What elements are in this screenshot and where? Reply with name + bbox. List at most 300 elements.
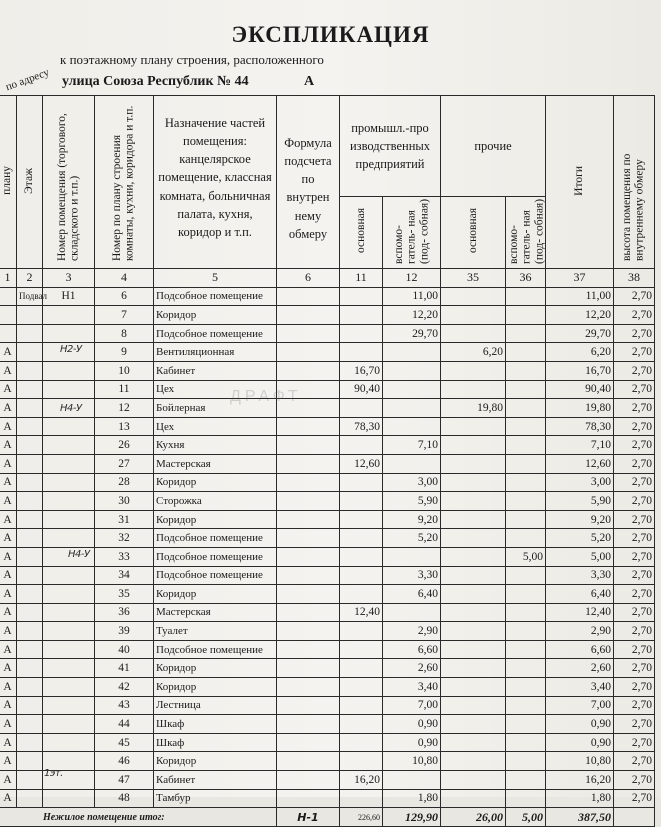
total-cell: 0,90 <box>546 733 614 752</box>
height-cell: 2,70 <box>614 454 655 473</box>
other-aux-cell <box>506 380 546 399</box>
plan-cell: А <box>0 678 17 697</box>
other-aux-cell <box>506 715 546 734</box>
other-aux-cell <box>506 324 546 343</box>
premises-number-cell <box>43 733 95 752</box>
plan-cell: А <box>0 715 17 734</box>
formula-cell <box>277 306 340 325</box>
purpose-cell: Коридор <box>154 678 277 697</box>
industrial-aux-cell <box>383 771 441 790</box>
formula-cell <box>277 510 340 529</box>
total-cell: 3,30 <box>546 566 614 585</box>
other-aux-cell <box>506 510 546 529</box>
floor-cell <box>17 659 43 678</box>
industrial-main-cell: 12,40 <box>340 603 383 622</box>
height-cell: 2,70 <box>614 715 655 734</box>
floor-cell <box>17 696 43 715</box>
floor-cell <box>17 324 43 343</box>
height-cell: 2,70 <box>614 603 655 622</box>
handwritten-note: Н4-У <box>68 549 90 560</box>
room-number-cell: 9 <box>95 343 154 362</box>
col-header-industrial-main: основная <box>340 197 383 269</box>
purpose-cell: Мастерская <box>154 454 277 473</box>
plan-cell: А <box>0 380 17 399</box>
height-cell: 2,70 <box>614 696 655 715</box>
plan-cell: А <box>0 454 17 473</box>
other-aux-cell <box>506 696 546 715</box>
other-aux-cell: 5,00 <box>506 547 546 566</box>
industrial-main-cell: 90,40 <box>340 380 383 399</box>
other-main-cell <box>441 380 506 399</box>
floor-cell <box>17 510 43 529</box>
address: улица Союза Республик № 44 <box>62 74 249 89</box>
purpose-cell: Подсобное помещение <box>154 547 277 566</box>
height-cell: 2,70 <box>614 417 655 436</box>
floor-cell <box>17 603 43 622</box>
other-main-cell <box>441 622 506 641</box>
column-number-cell: 5 <box>154 269 277 288</box>
plan-cell: А <box>0 640 17 659</box>
col-header-other-aux: вспомо- гатель- ная (под- собная) <box>506 197 546 269</box>
col-header-floor: Этаж <box>17 96 43 269</box>
address-label: по адресу <box>4 66 51 94</box>
document-subtitle: к поэтажному плану строения, расположенного <box>60 52 324 67</box>
purpose-cell: Кабинет <box>154 361 277 380</box>
total-cell: 3,00 <box>546 473 614 492</box>
industrial-main-cell <box>340 566 383 585</box>
premises-number-cell <box>43 510 95 529</box>
premises-number-cell <box>43 473 95 492</box>
industrial-aux-cell <box>383 343 441 362</box>
height-cell: 2,70 <box>614 306 655 325</box>
total-other-main: 26,00 <box>441 808 506 827</box>
other-main-cell <box>441 454 506 473</box>
purpose-cell: Мастерская <box>154 603 277 622</box>
other-main-cell <box>441 510 506 529</box>
floor-cell <box>17 752 43 771</box>
purpose-cell: Кухня <box>154 436 277 455</box>
purpose-cell: Коридор <box>154 752 277 771</box>
total-other-aux: 5,00 <box>506 808 546 827</box>
room-number-cell: 30 <box>95 492 154 511</box>
purpose-cell: Бойлерная <box>154 399 277 418</box>
room-number-cell: 8 <box>95 324 154 343</box>
other-main-cell <box>441 696 506 715</box>
other-main-cell <box>441 771 506 790</box>
total-cell: 7,00 <box>546 696 614 715</box>
watermark-text: ДРАФТ <box>230 388 302 405</box>
column-number-cell: 2 <box>17 269 43 288</box>
column-number-cell: 36 <box>506 269 546 288</box>
table-row <box>0 640 655 659</box>
room-number-cell: 27 <box>95 454 154 473</box>
industrial-main-cell <box>340 715 383 734</box>
plan-cell: А <box>0 603 17 622</box>
formula-cell <box>277 492 340 511</box>
floor-cell <box>17 566 43 585</box>
table-row <box>0 306 655 325</box>
industrial-main-cell <box>340 492 383 511</box>
formula-cell <box>277 436 340 455</box>
room-number-cell: 28 <box>95 473 154 492</box>
height-cell: 2,70 <box>614 678 655 697</box>
industrial-main-cell <box>340 696 383 715</box>
room-number-cell: 32 <box>95 529 154 548</box>
total-cell: 12,60 <box>546 454 614 473</box>
purpose-cell: Вентиляционная <box>154 343 277 362</box>
industrial-aux-cell: 3,40 <box>383 678 441 697</box>
plan-cell: А <box>0 492 17 511</box>
total-grand: 387,50 <box>546 808 614 827</box>
table-row <box>0 287 655 306</box>
height-cell: 2,70 <box>614 510 655 529</box>
height-cell: 2,70 <box>614 771 655 790</box>
premises-number-cell <box>43 380 95 399</box>
address-suffix: А <box>304 74 315 89</box>
other-aux-cell <box>506 492 546 511</box>
industrial-aux-cell: 2,60 <box>383 659 441 678</box>
formula-cell <box>277 566 340 585</box>
other-main-cell <box>441 287 506 306</box>
room-number-cell: 34 <box>95 566 154 585</box>
purpose-cell: Цех <box>154 380 277 399</box>
height-cell: 2,70 <box>614 399 655 418</box>
floor-cell <box>17 622 43 641</box>
industrial-main-cell <box>340 399 383 418</box>
column-number-cell: 4 <box>95 269 154 288</box>
purpose-cell: Подсобное помещение <box>154 324 277 343</box>
plan-cell: А <box>0 417 17 436</box>
table-row <box>0 417 655 436</box>
table-row <box>0 454 655 473</box>
premises-number-cell <box>43 696 95 715</box>
room-number-cell: 48 <box>95 789 154 808</box>
handwritten-note: Н4-У <box>60 403 82 414</box>
other-aux-cell <box>506 454 546 473</box>
other-aux-cell <box>506 789 546 808</box>
other-aux-cell <box>506 473 546 492</box>
industrial-aux-cell: 7,00 <box>383 696 441 715</box>
purpose-cell: Кабинет <box>154 771 277 790</box>
other-aux-cell <box>506 306 546 325</box>
purpose-cell: Коридор <box>154 510 277 529</box>
other-main-cell <box>441 678 506 697</box>
table-row <box>0 473 655 492</box>
other-main-cell <box>441 715 506 734</box>
other-aux-cell <box>506 678 546 697</box>
room-number-cell: 11 <box>95 380 154 399</box>
industrial-aux-cell <box>383 454 441 473</box>
floor-cell <box>17 789 43 808</box>
other-main-cell <box>441 492 506 511</box>
handwritten-note: 1эт. <box>44 768 63 779</box>
premises-number-cell <box>43 529 95 548</box>
purpose-cell: Сторожка <box>154 492 277 511</box>
room-number-cell: 39 <box>95 622 154 641</box>
plan-cell: А <box>0 585 17 604</box>
purpose-cell: Туалет <box>154 622 277 641</box>
plan-cell: А <box>0 529 17 548</box>
plan-cell: А <box>0 343 17 362</box>
room-number-cell: 10 <box>95 361 154 380</box>
purpose-cell: Цех <box>154 417 277 436</box>
industrial-main-cell <box>340 733 383 752</box>
industrial-aux-cell: 3,30 <box>383 566 441 585</box>
other-aux-cell <box>506 771 546 790</box>
column-number-cell: 6 <box>277 269 340 288</box>
col-header-formula: Формула подсчета по внутрен нему обмеру <box>277 96 340 269</box>
room-number-cell: 6 <box>95 287 154 306</box>
formula-cell <box>277 454 340 473</box>
room-number-cell: 46 <box>95 752 154 771</box>
industrial-main-cell <box>340 287 383 306</box>
height-cell: 2,70 <box>614 752 655 771</box>
floor-cell <box>17 380 43 399</box>
formula-cell <box>277 361 340 380</box>
total-cell: 5,20 <box>546 529 614 548</box>
document-title: ЭКСПЛИКАЦИЯ <box>231 22 430 47</box>
other-main-cell <box>441 417 506 436</box>
industrial-main-cell <box>340 789 383 808</box>
industrial-aux-cell: 29,70 <box>383 324 441 343</box>
total-cell: 1,80 <box>546 789 614 808</box>
plan-cell: А <box>0 399 17 418</box>
industrial-aux-cell: 12,20 <box>383 306 441 325</box>
room-number-cell: 36 <box>95 603 154 622</box>
other-main-cell <box>441 752 506 771</box>
other-main-cell: 6,20 <box>441 343 506 362</box>
table-row <box>0 361 655 380</box>
premises-number-cell <box>43 603 95 622</box>
formula-cell <box>277 696 340 715</box>
col-header-industrial-aux: вспомо- гатель- ная (под- собная) <box>383 197 441 269</box>
formula-cell <box>277 399 340 418</box>
table-row <box>0 324 655 343</box>
total-cell: 0,90 <box>546 715 614 734</box>
total-cell: 6,60 <box>546 640 614 659</box>
formula-cell <box>277 343 340 362</box>
room-number-cell: 42 <box>95 678 154 697</box>
total-cell: 16,20 <box>546 771 614 790</box>
plan-cell: А <box>0 696 17 715</box>
height-cell: 2,70 <box>614 287 655 306</box>
industrial-main-cell <box>340 510 383 529</box>
premises-number-cell <box>43 324 95 343</box>
table-row <box>0 343 655 362</box>
premises-number-cell <box>43 585 95 604</box>
other-aux-cell <box>506 343 546 362</box>
premises-number-cell <box>43 715 95 734</box>
room-number-cell: 12 <box>95 399 154 418</box>
purpose-cell: Коридор <box>154 659 277 678</box>
purpose-cell: Подсобное помещение <box>154 287 277 306</box>
other-aux-cell <box>506 585 546 604</box>
room-number-cell: 35 <box>95 585 154 604</box>
other-aux-cell <box>506 566 546 585</box>
other-main-cell <box>441 324 506 343</box>
height-cell: 2,70 <box>614 492 655 511</box>
formula-cell <box>277 547 340 566</box>
industrial-main-cell <box>340 678 383 697</box>
col-header-room-number: Номер по плану строения комнаты, кухни, коридора и т.п. <box>95 96 154 269</box>
purpose-cell: Подсобное помещение <box>154 640 277 659</box>
total-cell: 12,40 <box>546 603 614 622</box>
room-number-cell: 13 <box>95 417 154 436</box>
industrial-main-cell: 12,60 <box>340 454 383 473</box>
formula-cell <box>277 622 340 641</box>
floor-cell <box>17 399 43 418</box>
column-number-row <box>0 269 655 288</box>
other-aux-cell <box>506 361 546 380</box>
floor-cell <box>17 492 43 511</box>
floor-cell <box>17 715 43 734</box>
other-main-cell <box>441 529 506 548</box>
purpose-cell: Коридор <box>154 473 277 492</box>
room-number-cell: 47 <box>95 771 154 790</box>
premises-number-cell <box>43 492 95 511</box>
height-cell: 2,70 <box>614 789 655 808</box>
table-row <box>0 585 655 604</box>
floor-cell <box>17 678 43 697</box>
room-number-cell: 40 <box>95 640 154 659</box>
table-row <box>0 510 655 529</box>
table-row <box>0 566 655 585</box>
industrial-main-cell <box>340 324 383 343</box>
floor-cell <box>17 547 43 566</box>
industrial-main-cell <box>340 547 383 566</box>
other-main-cell <box>441 585 506 604</box>
industrial-aux-cell <box>383 417 441 436</box>
premises-number-cell <box>43 361 95 380</box>
industrial-aux-cell: 5,20 <box>383 529 441 548</box>
other-main-cell <box>441 361 506 380</box>
height-cell: 2,70 <box>614 566 655 585</box>
plan-cell: А <box>0 436 17 455</box>
industrial-aux-cell: 9,20 <box>383 510 441 529</box>
room-number-cell: 45 <box>95 733 154 752</box>
industrial-main-cell <box>340 640 383 659</box>
premises-number-cell <box>43 306 95 325</box>
floor-cell <box>17 361 43 380</box>
totals-row <box>0 808 655 827</box>
column-number-cell: 12 <box>383 269 441 288</box>
premises-number-cell: Н1 <box>43 287 95 306</box>
total-cell: 78,30 <box>546 417 614 436</box>
plan-cell: А <box>0 659 17 678</box>
floor-cell <box>17 343 43 362</box>
height-cell: 2,70 <box>614 436 655 455</box>
total-cell: 90,40 <box>546 380 614 399</box>
industrial-main-cell: 78,30 <box>340 417 383 436</box>
industrial-aux-cell <box>383 361 441 380</box>
column-number-cell: 1 <box>0 269 17 288</box>
industrial-aux-cell: 6,40 <box>383 585 441 604</box>
total-cell: 19,80 <box>546 399 614 418</box>
plan-cell: А <box>0 566 17 585</box>
explication-table <box>0 95 655 827</box>
premises-number-cell <box>43 417 95 436</box>
formula-cell <box>277 324 340 343</box>
formula-cell <box>277 715 340 734</box>
formula-cell <box>277 678 340 697</box>
height-cell: 2,70 <box>614 380 655 399</box>
plan-cell: А <box>0 510 17 529</box>
plan-cell: А <box>0 361 17 380</box>
industrial-aux-cell: 2,90 <box>383 622 441 641</box>
total-cell: 5,00 <box>546 547 614 566</box>
premises-number-cell <box>43 436 95 455</box>
table-row <box>0 733 655 752</box>
total-cell: 9,20 <box>546 510 614 529</box>
other-main-cell <box>441 473 506 492</box>
industrial-main-cell <box>340 585 383 604</box>
table-row <box>0 622 655 641</box>
floor-cell <box>17 473 43 492</box>
other-aux-cell <box>506 529 546 548</box>
total-cell: 16,70 <box>546 361 614 380</box>
column-number-cell: 37 <box>546 269 614 288</box>
purpose-cell: Тамбур <box>154 789 277 808</box>
formula-cell <box>277 789 340 808</box>
total-cell: 29,70 <box>546 324 614 343</box>
floor-cell <box>17 454 43 473</box>
column-number-cell: 35 <box>441 269 506 288</box>
other-aux-cell <box>506 733 546 752</box>
formula-cell <box>277 380 340 399</box>
table-row <box>0 715 655 734</box>
other-main-cell <box>441 436 506 455</box>
table-row <box>0 789 655 808</box>
other-aux-cell <box>506 640 546 659</box>
plan-cell: А <box>0 752 17 771</box>
other-main-cell <box>441 789 506 808</box>
formula-cell <box>277 417 340 436</box>
other-aux-cell <box>506 603 546 622</box>
floor-cell <box>17 771 43 790</box>
total-cell: 7,10 <box>546 436 614 455</box>
total-cell: 6,40 <box>546 585 614 604</box>
formula-cell <box>277 585 340 604</box>
industrial-aux-cell <box>383 603 441 622</box>
room-number-cell: 43 <box>95 696 154 715</box>
room-number-cell: 26 <box>95 436 154 455</box>
other-main-cell: 19,80 <box>441 399 506 418</box>
total-cell: 2,90 <box>546 622 614 641</box>
industrial-aux-cell <box>383 380 441 399</box>
col-header-totals: Итоги <box>546 96 614 269</box>
premises-number-cell <box>43 622 95 641</box>
other-main-cell <box>441 659 506 678</box>
floor-cell <box>17 306 43 325</box>
table-body <box>0 287 655 808</box>
formula-cell <box>277 640 340 659</box>
total-cell: 5,90 <box>546 492 614 511</box>
col-header-other: прочие <box>441 96 546 197</box>
industrial-main-cell: 16,70 <box>340 361 383 380</box>
formula-cell <box>277 752 340 771</box>
total-cell: 6,20 <box>546 343 614 362</box>
height-cell: 2,70 <box>614 640 655 659</box>
totals-label: Нежилое помещение итог: <box>0 808 277 827</box>
formula-cell <box>277 529 340 548</box>
table-row <box>0 399 655 418</box>
col-header-industrial: промышл.-про изводственных предприятий <box>340 96 441 197</box>
table-row <box>0 696 655 715</box>
purpose-cell: Шкаф <box>154 733 277 752</box>
industrial-aux-cell: 0,90 <box>383 733 441 752</box>
height-cell: 2,70 <box>614 733 655 752</box>
total-industrial-aux: 129,90 <box>383 808 441 827</box>
